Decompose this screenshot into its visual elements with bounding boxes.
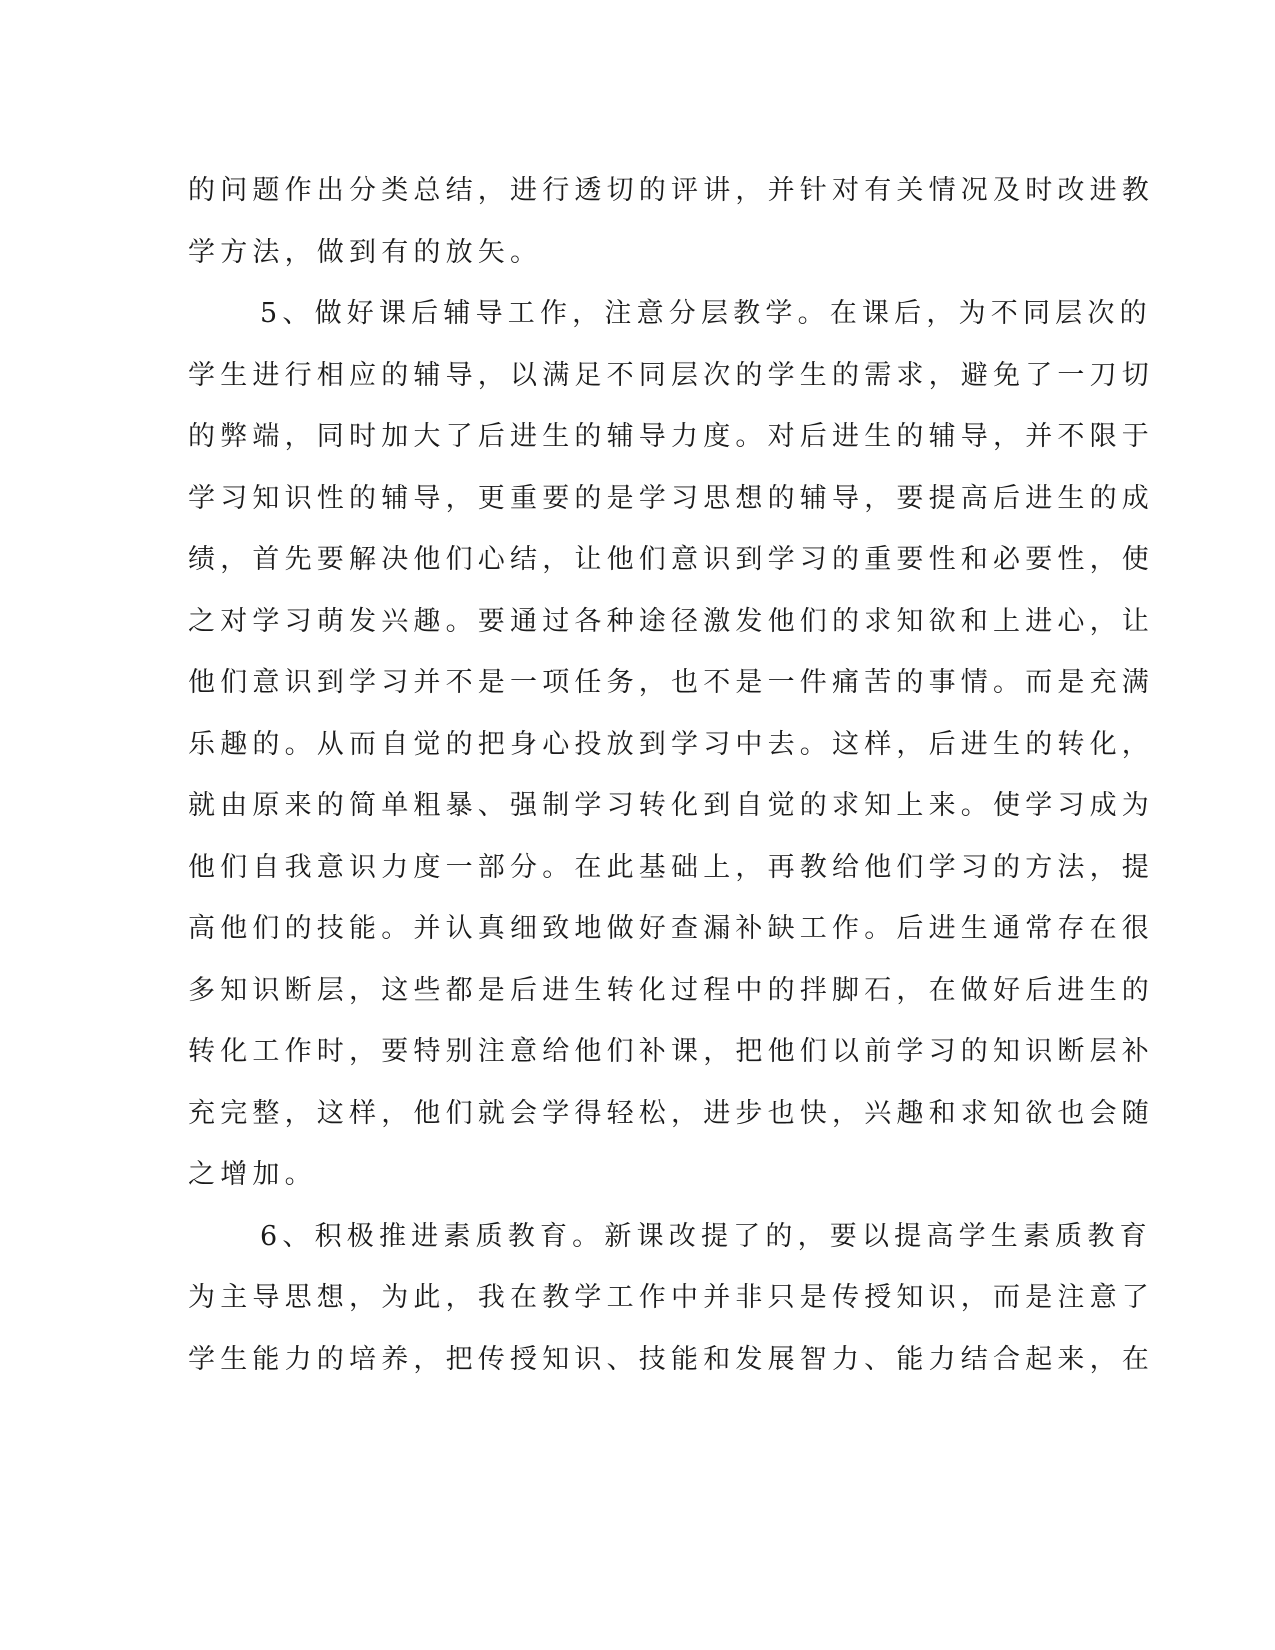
text-line: 高他们的技能。并认真细致地做好查漏补缺工作。后进生通常存在很	[188, 913, 1154, 944]
text-line: 学方法，做到有的放矢。	[188, 236, 543, 268]
text-line: 之增加。	[188, 1159, 317, 1190]
text-line: 的弊端，同时加大了后进生的辅导力度。对后进生的辅导，并不限于	[188, 421, 1154, 452]
text-line: 之对学习萌发兴趣。要通过各种途径激发他们的求知欲和上进心，让	[188, 605, 1154, 637]
text-line: 他们自我意识力度一部分。在此基础上，再教给他们学习的方法，提	[188, 851, 1154, 883]
paragraph-first-line: 5、做好课后辅导工作，注意分层教学。在课后，为不同层次的	[260, 298, 1152, 329]
text-line: 他们意识到学习并不是一项任务，也不是一件痛苦的事情。而是充满	[188, 667, 1154, 698]
text-line: 学习知识性的辅导，更重要的是学习思想的辅导，要提高后进生的成	[188, 482, 1154, 514]
text-line: 绩，首先要解决他们心结，让他们意识到学习的重要性和必要性，使	[188, 544, 1154, 575]
text-line: 学生进行相应的辅导，以满足不同层次的学生的需求，避免了一刀切	[188, 359, 1154, 391]
text-line: 就由原来的简单粗暴、强制学习转化到自觉的求知上来。使学习成为	[188, 790, 1154, 821]
text-line: 学生能力的培养，把传授知识、技能和发展智力、能力结合起来，在	[188, 1343, 1154, 1375]
paragraph-first-line: 6、积极推进素质教育。新课改提了的，要以提高学生素质教育	[260, 1220, 1152, 1252]
body-text	[188, 160, 1154, 1390]
text-line: 充完整，这样，他们就会学得轻松，进步也快，兴趣和求知欲也会随	[188, 1097, 1154, 1129]
text-line: 转化工作时，要特别注意给他们补课，把他们以前学习的知识断层补	[188, 1036, 1154, 1067]
text-line: 为主导思想，为此，我在教学工作中并非只是传授知识，而是注意了	[188, 1282, 1154, 1313]
text-line: 多知识断层，这些都是后进生转化过程中的拌脚石，在做好后进生的	[188, 974, 1154, 1006]
text-line: 乐趣的。从而自觉的把身心投放到学习中去。这样，后进生的转化，	[188, 728, 1154, 760]
text-line: 的问题作出分类总结，进行透切的评讲，并针对有关情况及时改进教	[188, 175, 1154, 206]
